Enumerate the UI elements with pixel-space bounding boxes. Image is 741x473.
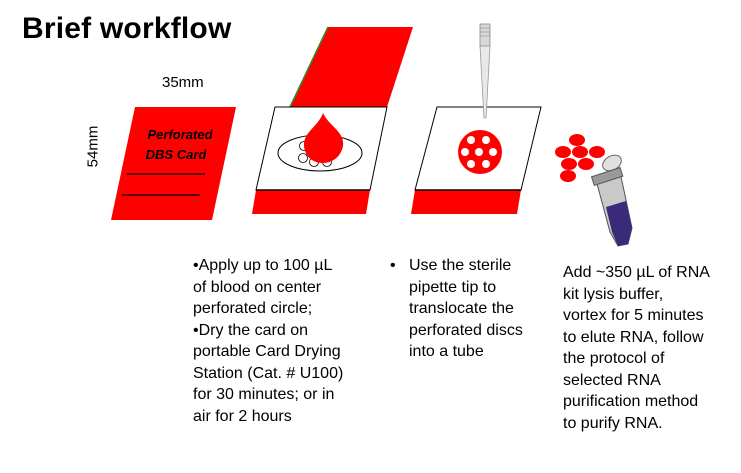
step3-line: to elute RNA, follow xyxy=(563,328,704,346)
card-bottom-strip xyxy=(252,190,370,214)
step2-line: perforated discs xyxy=(409,321,523,339)
disc xyxy=(569,134,585,146)
step2-line: Use the sterile xyxy=(409,257,512,274)
microcentrifuge-tube-icon xyxy=(591,152,632,246)
step3-line: the protocol of xyxy=(563,350,665,367)
step1-item2-line: Station (Cat. # U100) xyxy=(193,364,344,382)
perforation-hole xyxy=(467,160,475,168)
step3-line: purification method xyxy=(563,393,699,410)
step3-line: Add ~350 µL of RNA xyxy=(563,264,710,281)
perforation-hole xyxy=(489,148,497,156)
pipette-tip-icon xyxy=(480,24,490,118)
step2-line: pipette tip to xyxy=(409,278,497,296)
card-width-label: 35mm xyxy=(162,74,204,91)
page-title: Brief workflow xyxy=(22,12,232,45)
step2-line: translocate the xyxy=(409,300,514,317)
dbs-card xyxy=(111,107,236,220)
card-pipette-transfer xyxy=(411,24,541,214)
step3-instructions xyxy=(563,262,735,434)
step1-item2-line: portable Card Drying xyxy=(193,343,341,360)
step1-item1-line: perforated circle; xyxy=(193,300,313,317)
step1-item1-line: Apply up to 100 µL xyxy=(198,257,333,274)
bullet-icon: • xyxy=(193,321,199,339)
disc xyxy=(572,146,588,158)
step1-item-apply xyxy=(193,255,373,320)
step1-instructions xyxy=(193,255,373,427)
card-height-label: 54mm xyxy=(84,125,102,168)
perforation-hole xyxy=(475,148,483,156)
perforation-hole xyxy=(467,136,475,144)
perforation-hole xyxy=(482,160,490,168)
card-bottom-strip xyxy=(411,190,521,214)
disc xyxy=(555,146,571,158)
step1-item1-line: of blood on center xyxy=(193,278,322,296)
perforation-hole xyxy=(299,154,308,163)
dbs-card-label-line2: DBS Card xyxy=(145,147,207,162)
disc xyxy=(578,158,594,170)
step1-item2-line: air for 2 hours xyxy=(193,407,292,425)
perforation-hole xyxy=(482,136,490,144)
disc xyxy=(589,146,605,158)
step2-instructions xyxy=(390,255,550,363)
step3-line: selected RNA xyxy=(563,371,661,389)
step1-item-dry xyxy=(193,320,373,428)
step2-line: into a tube xyxy=(409,343,484,360)
step3-line: kit lysis buffer, xyxy=(563,285,664,303)
step1-item2-line: Dry the card on xyxy=(198,321,308,339)
dbs-card-label-line1: Perforated xyxy=(147,127,213,142)
step1-item2-line: for 30 minutes; or in xyxy=(193,386,335,403)
disc xyxy=(560,170,576,182)
bullet-icon: • xyxy=(193,257,199,274)
bullet-icon: • xyxy=(390,257,396,274)
disc xyxy=(561,158,577,170)
perforation-hole xyxy=(461,148,469,156)
step3-line: vortex for 5 minutes xyxy=(563,307,704,324)
card-blood-application xyxy=(252,27,413,214)
dbs-card-body xyxy=(111,107,236,220)
step3-line: to purify RNA. xyxy=(563,414,663,432)
